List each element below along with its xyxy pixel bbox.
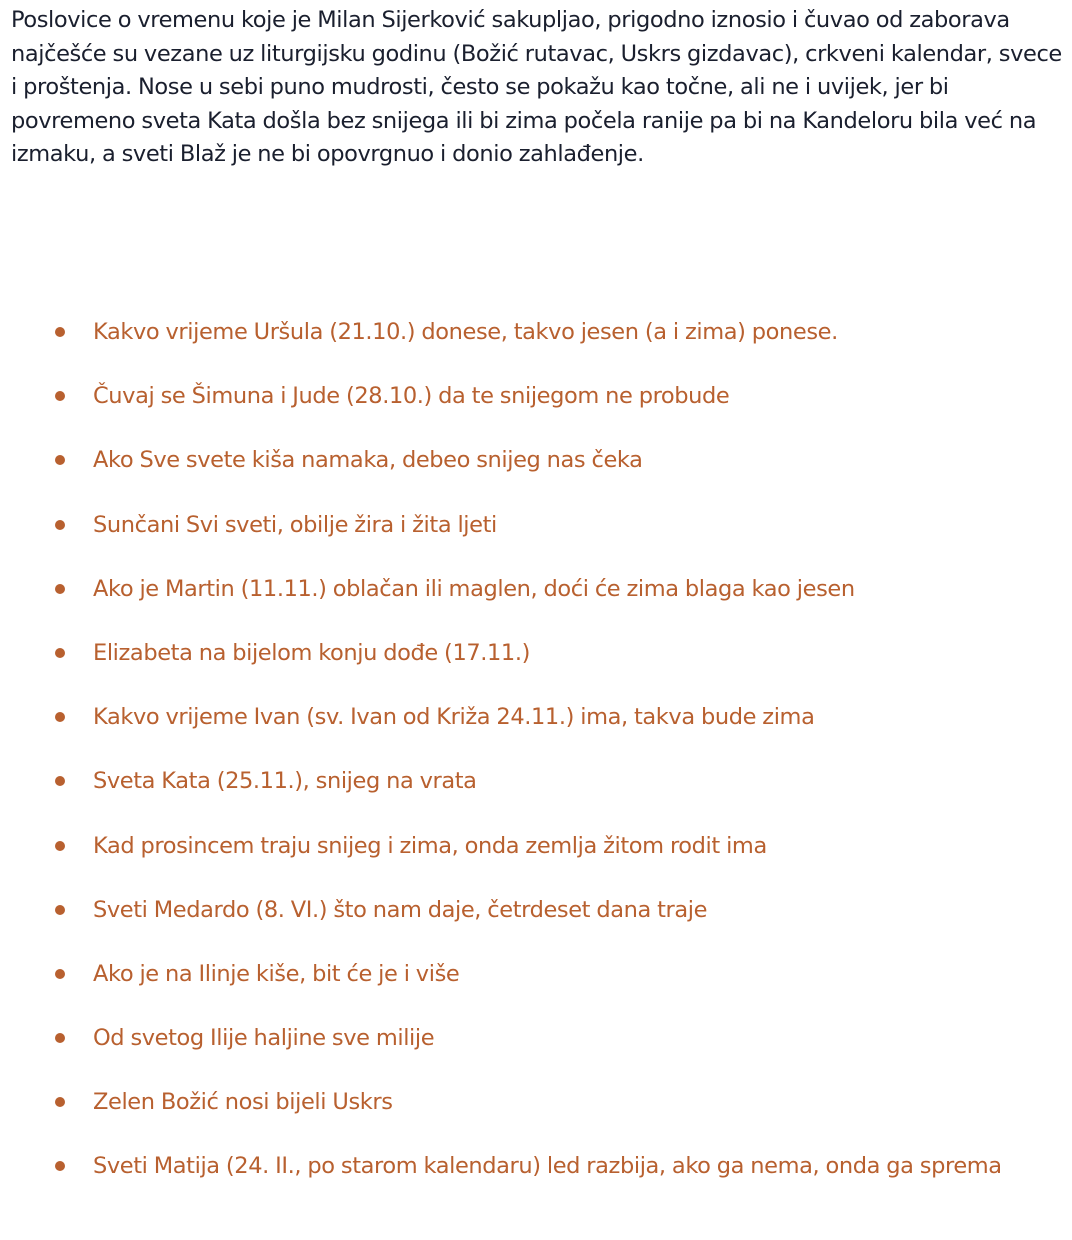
list-item [0,765,1072,797]
bullet-icon [55,1097,65,1107]
list-item [0,1150,1072,1182]
list-item [0,637,1072,669]
proverb-text: Kad prosincem traju snijeg i zima, onda zemlja žitom rodit ima [93,832,767,859]
proverb-text: Sveti Medardo (8. VI.) što nam daje, četrdeset dana traje [93,896,708,923]
list-item [0,509,1072,541]
bullet-icon [55,1161,65,1171]
intro-paragraph: Poslovice o vremenu koje je Milan Sijerković sakupljao, prigodno iznosio i čuvao od zaborava najčešće su vezane uz liturgijsku godinu (Božić rutavac, Uskrs gizdavac), crkveni kalendar, svece i proštenja. Nose u sebi puno mudrosti, često se pokažu kao točne, ali ne i uvijek, jer bi povremeno sveta Kata došla bez snijega ili bi zima počela ranije pa bi na Kandeloru bila već na izmaku, a sveti Blaž je ne bi opovrgnuo i donio zahlađenje. [11,7,1062,167]
list-item [0,316,1072,348]
list-item [0,830,1072,862]
bullet-icon [55,584,65,594]
list-item [0,573,1072,605]
bullet-icon [55,1033,65,1043]
proverb-text: Ako Sve svete kiša namaka, debeo snijeg nas čeka [93,447,643,474]
proverb-text: Sveta Kata (25.11.), snijeg na vrata [93,768,477,795]
proverb-text: Kakvo vrijeme Ivan (sv. Ivan od Križa 24.11.) ima, takva bude zima [93,704,815,731]
list-item [0,894,1072,926]
proverb-text: Čuvaj se Šimuna i Jude (28.10.) da te snijegom ne probude [93,383,730,410]
proverb-text: Zelen Božić nosi bijeli Uskrs [93,1089,393,1116]
list-item [0,1022,1072,1054]
proverb-text: Elizabeta na bijelom konju dođe (17.11.) [93,639,530,666]
proverb-text: Sunčani Svi sveti, obilje žira i žita ljeti [93,511,497,538]
bullet-icon [55,776,65,786]
bullet-icon [55,648,65,658]
list-item [0,444,1072,476]
bullet-icon [55,391,65,401]
bullet-icon [55,455,65,465]
list-item [0,380,1072,412]
proverb-text: Ako je Martin (11.11.) oblačan ili maglen, doći će zima blaga kao jesen [93,575,855,602]
bullet-icon [55,327,65,337]
list-item [0,701,1072,733]
bullet-icon [55,712,65,722]
list-item [0,1086,1072,1118]
proverb-text: Sveti Matija (24. II., po starom kalendaru) led razbija, ako ga nema, onda ga sprema [93,1153,1002,1180]
bullet-icon [55,841,65,851]
proverbs-list [0,316,1072,1215]
bullet-icon [55,905,65,915]
proverb-text: Kakvo vrijeme Uršula (21.10.) donese, takvo jesen (a i zima) ponese. [93,319,838,345]
proverb-text: Od svetog Ilije haljine sve milije [93,1025,435,1052]
bullet-icon [55,520,65,530]
bullet-icon [55,969,65,979]
proverb-text: Ako je na Ilinje kiše, bit će je i više [93,960,460,987]
list-item [0,958,1072,990]
